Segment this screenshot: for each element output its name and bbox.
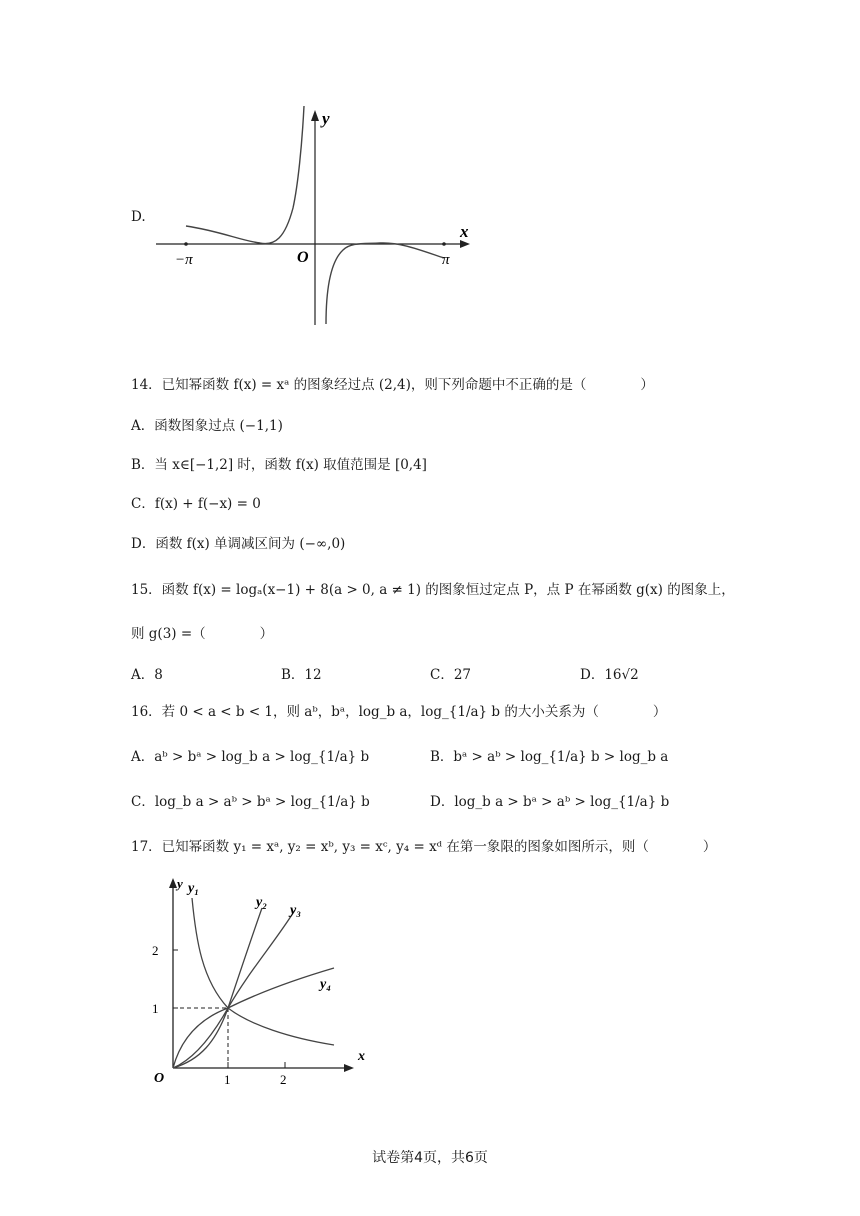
curve-left-branch [186, 106, 304, 244]
q15-option-c: C．27 [430, 667, 472, 683]
label-y2: y₂ [256, 895, 268, 910]
q17-stem: 17．已知幂函数 y₁ = xᵃ, y₂ = xᵇ, y₃ = xᶜ, y₄ = xᵈ 在第一象限的图象如图所示，则（ ） [131, 839, 717, 855]
q16-option-c: C．log_b a > aᵇ > bᵃ > log_{1/a} b [131, 794, 370, 810]
y-axis-label: y [322, 109, 330, 128]
q16-stem: 16．若 0 < a < b < 1，则 aᵇ，bᵃ，log_b a，log_{1/a} b 的大小关系为（ ） [131, 704, 667, 720]
q14-option-b: B．当 x∈[−1,2] 时，函数 f(x) 取值范围是 [0,4] [131, 457, 427, 473]
curve-y1 [192, 898, 334, 1045]
curve-y4 [173, 968, 334, 1068]
q15-option-d: D．16√2 [580, 667, 639, 683]
origin-label: O [297, 249, 309, 266]
q13-graph [150, 100, 480, 330]
x-axis-arrow [344, 1064, 354, 1072]
q14-stem: 14．已知幂函数 f(x) = xᵃ 的图象经过点 (2,4)，则下列命题中不正确的是（ ） [131, 377, 654, 393]
q17-graph [140, 870, 380, 1090]
x-axis-label: x [358, 1049, 365, 1064]
y-axis-arrow [311, 110, 319, 121]
x-axis-label: x [460, 222, 469, 241]
label-y3: y₃ [290, 903, 302, 918]
q14-option-a: A．函数图象过点 (−1,1) [131, 418, 283, 434]
label-y4: y₄ [320, 977, 332, 992]
q13-option-d-label: D. [131, 209, 146, 225]
label-y1: y₁ [188, 881, 200, 896]
q15-stem-line2: 则 g(3) =（ ） [131, 626, 274, 642]
page-footer: 试卷第4页，共6页 [372, 1150, 488, 1166]
y-tick-label-2: 2 [152, 943, 159, 958]
neg-pi-label: −π [175, 252, 193, 268]
pi-tick [442, 242, 446, 246]
q14-option-c: C．f(x) + f(−x) = 0 [131, 496, 261, 512]
y-axis-arrow [169, 878, 177, 888]
q16-option-a: A．aᵇ > bᵃ > log_b a > log_{1/a} b [131, 749, 370, 765]
pi-label: π [442, 252, 450, 268]
y-axis-label: y [177, 876, 183, 891]
q15-option-a: A．8 [131, 667, 163, 683]
q15-stem: 15．函数 f(x) = logₐ(x−1) + 8(a > 0, a ≠ 1) 的图象恒过定点 P，点 P 在幂函数 g(x) 的图象上， [131, 582, 735, 598]
x-tick-label-2: 2 [280, 1072, 287, 1087]
neg-pi-tick [184, 242, 188, 246]
q15-option-b: B．12 [281, 667, 322, 683]
q16-option-b: B．bᵃ > aᵇ > log_{1/a} b > log_b a [430, 749, 669, 765]
y-tick-label-1: 1 [152, 1001, 159, 1016]
x-tick-label-1: 1 [224, 1072, 231, 1087]
q16-option-d: D．log_b a > bᵃ > aᵇ > log_{1/a} b [430, 794, 670, 810]
origin-label: O [154, 1071, 165, 1086]
x-axis-arrow [460, 240, 470, 248]
curve-y2 [173, 908, 262, 1068]
curve-right-branch [326, 243, 444, 324]
q14-option-d: D．函数 f(x) 单调减区间为 (−∞,0) [131, 536, 346, 552]
